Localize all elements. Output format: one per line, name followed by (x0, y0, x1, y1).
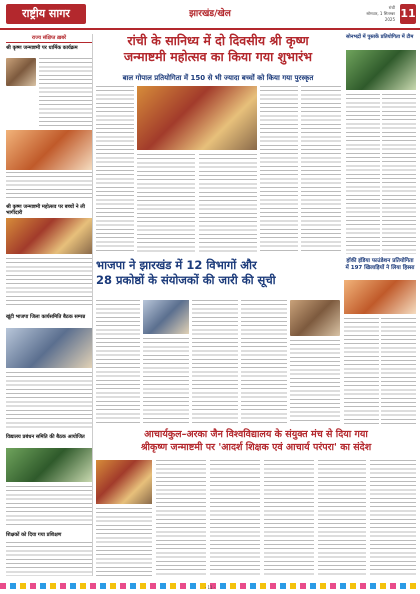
left-story-5-body (6, 542, 92, 576)
left-story-4-head: विद्यालय प्रबंधन समिति की बैठक आयोजित (6, 434, 85, 440)
main-story-col-4 (260, 86, 298, 254)
story-2-headline-line-2: 28 प्रकोष्ठों के संयोजकों की जारी की सूची (96, 273, 276, 287)
left-story-3-body (6, 372, 92, 428)
main-headline-line-1: रांची के सानिध्य में दो दिवसीय श्री कृष्ण (127, 33, 309, 48)
story-2-photo-2 (290, 300, 340, 336)
story-2-col-3 (192, 300, 238, 424)
left-story-2-head: श्री कृष्ण जन्माष्टमी महोत्सव पर बच्चों ने ली भागीदारी (6, 204, 85, 216)
story-2-col-5 (290, 340, 340, 424)
left-story-4-body (6, 486, 92, 526)
right-mid-head: हॉकी इंडिया फाउंडेशन प्रतियोगिता में 197 खिलाड़ियों ने लिया हिस्सा (345, 258, 415, 271)
left-story-1-photo-2 (6, 130, 92, 170)
story-2-col-2 (143, 338, 189, 424)
bottom-story-col-5 (318, 460, 366, 576)
bottom-story-col-6 (370, 460, 416, 576)
main-story-col-5 (301, 86, 341, 254)
right-mid-photo (344, 280, 416, 314)
story-2-col-1 (96, 300, 140, 424)
page-footer: - 11 - (204, 585, 216, 590)
left-story-3-head: खूंटी भाजपा जिला कार्यसमिति बैठक सम्पन्न (6, 314, 86, 320)
left-column (6, 34, 93, 576)
main-story-col-2 (137, 154, 195, 254)
right-top-head: सोनभद्रों में पुस्तकें प्रतियोगिता में टीम (346, 34, 414, 40)
bottom-headline-line-2: श्रीकृष्ण जन्माष्टमी पर 'आदर्श शिक्षक एवं आचार्य परंपरा' का संदेश (140, 442, 372, 453)
right-mid-col-2 (381, 318, 416, 424)
issue-city: रांची (388, 5, 395, 10)
right-top-photo (346, 50, 416, 90)
left-story-2-body (6, 258, 92, 308)
main-story-col-1 (96, 86, 134, 254)
main-headline-line-2: जन्माष्टमी महोत्सव का किया गया शुभारंभ (123, 49, 313, 64)
story-2-col-4 (241, 300, 287, 424)
story-2-headline (96, 258, 336, 298)
main-story-col-3 (199, 154, 257, 254)
main-subhead: बाल गोपाल प्रतियोगिता में 150 से भी ज्यादा बच्चों को किया गया पुरस्कृत (122, 74, 314, 82)
issue-date: सोमवार, 1 सितम्बर 2025 (366, 11, 395, 22)
left-story-1-photo (6, 58, 36, 86)
main-story-photo (137, 86, 257, 150)
left-story-4-photo (6, 448, 92, 482)
bottom-story-col-2 (156, 460, 206, 576)
bottom-headline-line-1: आचार्यकुल–अरका जैन विश्वविद्यालय के संयुक्त मंच से दिया गया (144, 429, 368, 440)
story-2-headline-line-1: भाजपा ने झारखंड में 12 विभागों और (96, 258, 257, 272)
header-rule (0, 28, 420, 30)
issue-meta (355, 5, 395, 23)
bottom-story-col-3 (210, 460, 260, 576)
left-story-5-head: शिक्षकों को दिया गया प्रशिक्षण (6, 532, 62, 538)
left-story-2-photo (6, 218, 92, 254)
left-story-1-head: श्री कृष्ण जन्माष्टमी पर धार्मिक कार्यक्रम (6, 45, 78, 51)
left-story-1-body (39, 58, 92, 128)
left-story-3-photo (6, 328, 92, 368)
left-column-title: राज्य संक्षिप्त ख़बरें (6, 34, 92, 43)
bottom-headline (96, 428, 416, 458)
right-top-col-1 (346, 94, 380, 254)
section-title: झारखंड/खेल (189, 9, 231, 19)
bottom-story-col-4 (264, 460, 314, 576)
right-top-col-2 (382, 94, 416, 254)
right-mid-col-1 (344, 318, 379, 424)
page-number: 11 (400, 4, 416, 24)
story-2-photo-1 (143, 300, 189, 334)
left-story-1-caption (6, 172, 92, 198)
bottom-story-col-1 (96, 508, 152, 576)
bottom-story-photo (96, 460, 152, 504)
newspaper-brand: राष्ट्रीय सागर (6, 4, 86, 24)
main-headline (96, 33, 340, 77)
